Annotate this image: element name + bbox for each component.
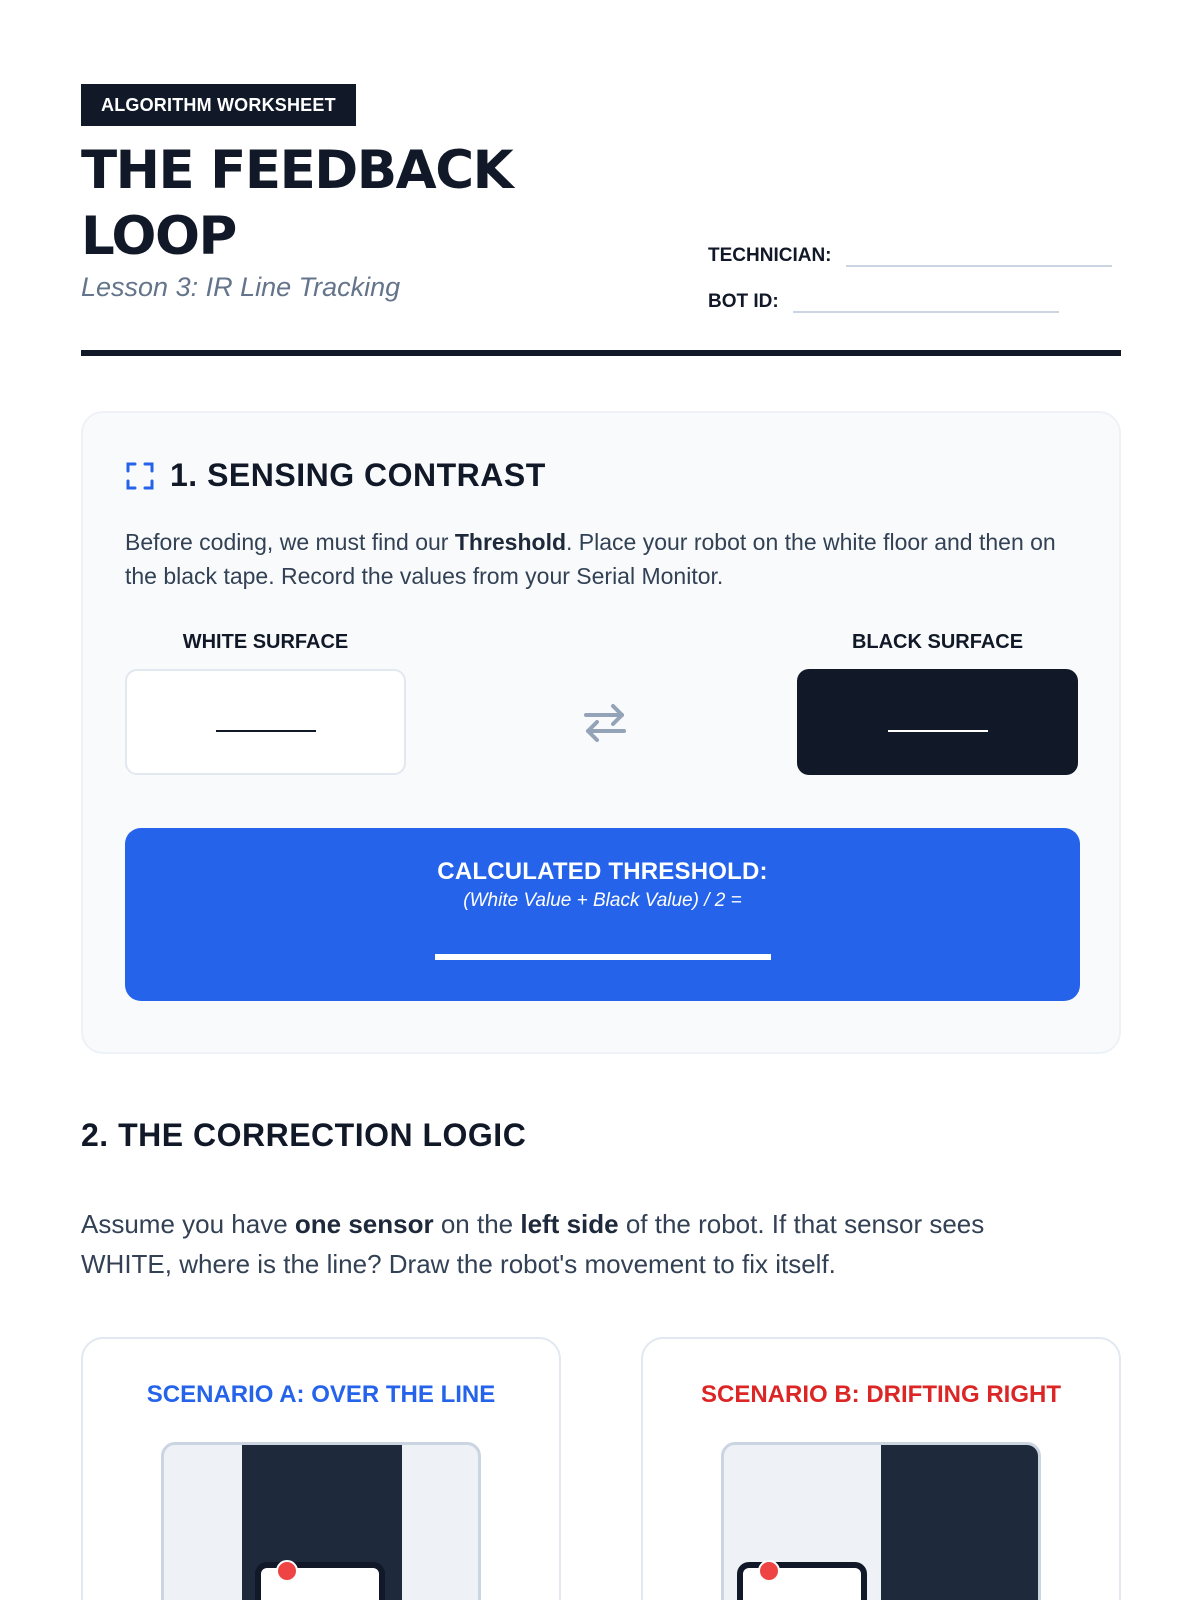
threshold-panel	[125, 828, 1080, 1001]
scenario-a-card	[81, 1337, 561, 1600]
instr-text-1: Before coding, we must find our	[125, 529, 455, 555]
focus-bracket-icon	[125, 461, 155, 491]
section-1-instructions	[125, 525, 1065, 593]
robot-body	[255, 1562, 385, 1600]
page-title	[81, 138, 601, 270]
section-1-heading	[125, 457, 546, 494]
black-tape-line	[881, 1445, 1041, 1600]
worksheet-page	[81, 84, 1121, 1408]
ir-sensor-dot	[276, 1560, 298, 1582]
swap-arrows-icon	[582, 700, 628, 746]
s2-text-1: Assume you have	[81, 1209, 295, 1239]
scenario-a-diagram[interactable]	[161, 1442, 481, 1600]
threshold-answer-blank[interactable]	[435, 954, 771, 960]
section-2-instructions	[81, 1204, 1081, 1284]
scenario-b-diagram[interactable]	[721, 1442, 1041, 1600]
title-line-1: THE FEEDBACK	[81, 140, 513, 201]
threshold-formula: (White Value + Black Value) / 2 =	[463, 890, 742, 911]
white-surface-label: WHITE SURFACE	[182, 631, 349, 653]
header-divider	[81, 350, 1121, 356]
white-value-box[interactable]	[125, 669, 406, 775]
ir-sensor-dot	[758, 1560, 780, 1582]
scenario-a-title: SCENARIO A: OVER THE LINE	[146, 1381, 496, 1408]
section-1-title: 1. SENSING CONTRAST	[170, 457, 546, 493]
black-value-blank	[888, 730, 988, 732]
s2-bold-one-sensor: one sensor	[294, 1209, 434, 1239]
scenario-b-title: SCENARIO B: DRIFTING RIGHT	[701, 1381, 1061, 1408]
white-value-blank	[216, 730, 316, 732]
sensing-contrast-card	[81, 411, 1121, 1054]
worksheet-meta	[708, 231, 1121, 323]
black-value-box[interactable]	[797, 669, 1078, 775]
black-surface-label: BLACK SURFACE	[851, 631, 1024, 653]
bot-id-row	[708, 277, 1121, 313]
lesson-subtitle: Lesson 3: IR Line Tracking	[81, 272, 401, 302]
technician-field[interactable]	[846, 243, 1112, 267]
instr-bold-threshold: Threshold	[454, 529, 567, 555]
worksheet-badge: ALGORITHM WORKSHEET	[81, 84, 356, 126]
scenario-b-card	[641, 1337, 1121, 1600]
title-line-2: LOOP	[81, 206, 236, 267]
bot-id-field[interactable]	[793, 289, 1059, 313]
threshold-title: CALCULATED THRESHOLD:	[437, 858, 768, 885]
s2-text-3: of the robot. If that sensor sees WHITE, where is the line? Draw the robot's movement to fix itself.	[81, 1209, 985, 1279]
technician-label: TECHNICIAN:	[708, 245, 832, 266]
instr-text-2: . Place your robot on the white floor and then on the black tape. Record the values from your Serial Monitor.	[125, 529, 1056, 589]
bot-id-label: BOT ID:	[708, 291, 779, 312]
section-2-heading: 2. THE CORRECTION LOGIC	[81, 1117, 527, 1153]
robot-body	[737, 1562, 867, 1600]
technician-row	[708, 231, 1121, 267]
s2-bold-left-side: left side	[520, 1209, 619, 1239]
s2-text-2: on the	[433, 1209, 521, 1239]
